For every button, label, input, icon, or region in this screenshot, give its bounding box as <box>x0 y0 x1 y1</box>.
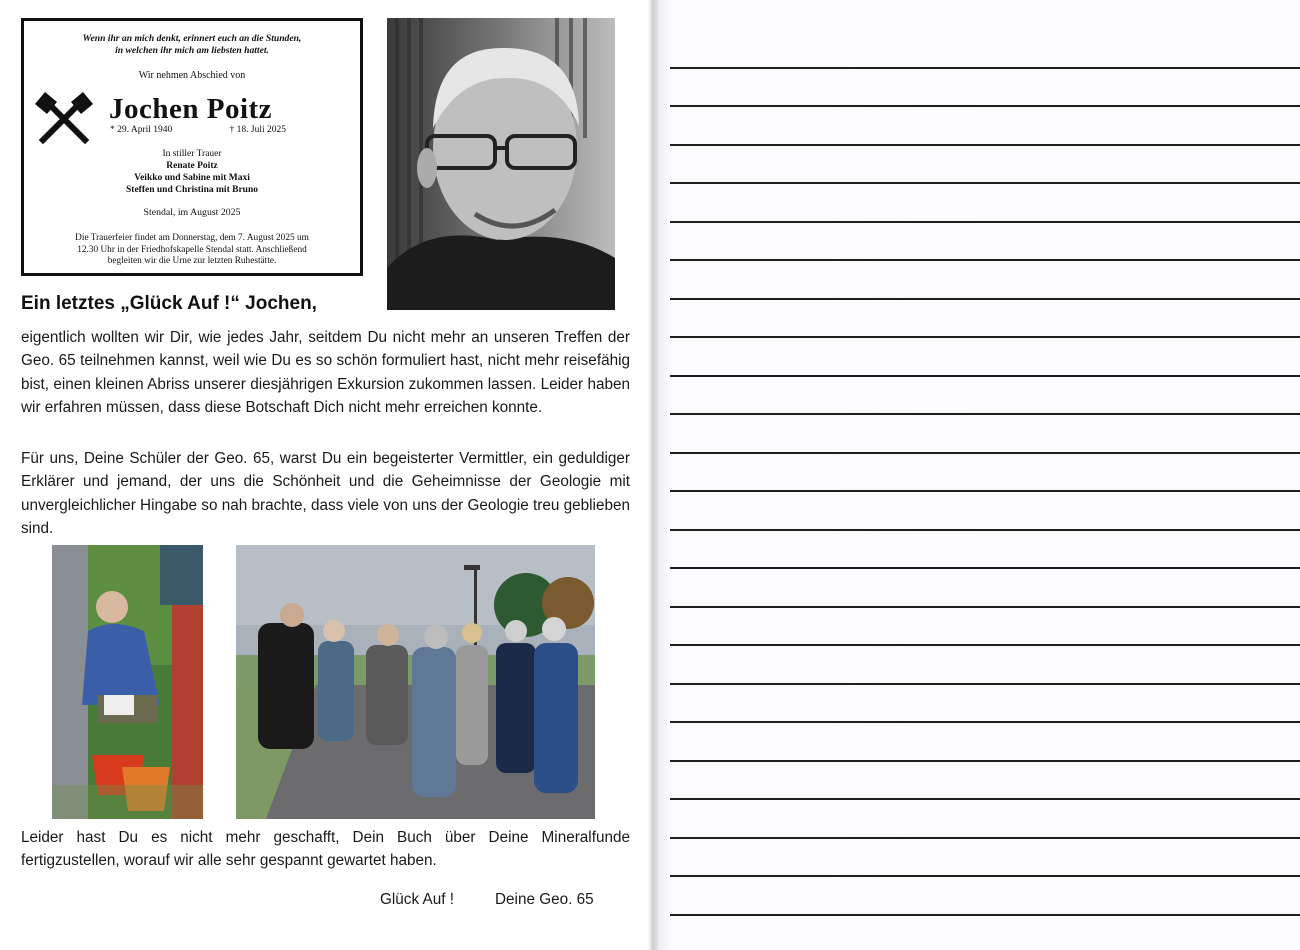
notice-quote-line-2: in welchen ihr mich am liebsten hattet. <box>115 44 269 56</box>
notice-quote-line-1: Wenn ihr an mich denkt, erinnert euch an die Stunden, <box>82 33 302 44</box>
page-gutter <box>648 0 658 950</box>
article-heading: Ein letztes „Glück Auf !“ Jochen, <box>21 293 317 314</box>
ruled-line <box>670 298 1300 300</box>
ruled-line <box>670 375 1300 377</box>
ruled-line <box>670 875 1300 877</box>
sign-greeting: Glück Auf ! <box>380 891 454 908</box>
crossed-hammers-icon <box>33 88 95 146</box>
mourner-3: Steffen und Christina mit Bruno <box>126 185 258 195</box>
place-date: Stendal, im August 2025 <box>143 207 241 218</box>
excursion-photo-group <box>236 545 595 819</box>
birth-date: * 29. April 1940 <box>110 125 173 135</box>
paragraph-3: Leider hast Du es nicht mehr geschafft, Dein Buch über Deine Mineralfunde fertigzustellen, worauf wir alle sehr gespannt gewartet haben. <box>21 829 630 870</box>
paragraph-1: eigentlich wollten wir Dir, wie jedes Jahr, seitdem Du nicht mehr an unseren Treffen der Geo. 65 teilnehmen kannst, weil wie Du es so schön formuliert hast, nicht mehr reisefähig bist, einen kleinen Abriss unserer diesjährigen Exkursion zukommen lassen. Leider haben wir erfahren müssen, dass diese Botschaft Dich nicht mehr erreichen konnte. <box>21 329 630 416</box>
notice-quote <box>24 33 360 56</box>
ruled-line <box>670 837 1300 839</box>
service-line-3: begleiten wir die Urne zur letzten Ruhestätte. <box>107 256 277 266</box>
mourners-block <box>24 148 360 196</box>
death-date: † 18. Juli 2025 <box>229 125 286 135</box>
service-line-2: 12.30 Uhr in der Friedhofskapelle Stendal statt. Anschließend <box>77 244 307 255</box>
ruled-line <box>670 221 1300 223</box>
ruled-line <box>670 683 1300 685</box>
ruled-line <box>670 452 1300 454</box>
excursion-photo-sitting <box>52 545 203 819</box>
sign-name: Deine Geo. 65 <box>495 891 594 908</box>
life-dates <box>110 125 286 135</box>
ruled-line <box>670 67 1300 69</box>
ruled-line <box>670 105 1300 107</box>
ruled-line <box>670 336 1300 338</box>
mourner-1: Renate Poitz <box>166 161 218 171</box>
service-line-1: Die Trauerfeier findet am Donnerstag, dem 7. August 2025 um <box>75 233 309 243</box>
deceased-name: Jochen Poitz <box>109 93 273 125</box>
ruled-line <box>670 798 1300 800</box>
obituary-notice <box>21 18 363 276</box>
ruled-line <box>670 182 1300 184</box>
mourner-2: Veikko und Sabine mit Maxi <box>134 173 250 183</box>
portrait-photo <box>387 18 615 310</box>
paragraph-2: Für uns, Deine Schüler der Geo. 65, warst Du ein begeisterter Vermittler, ein geduldiger Erklärer und jemand, der uns die Schönheit und die Geheimnisse der Geologie mit unvergleichlicher Hingabe so nah brachte, dass viele von uns der Geologie treu geblieben sind. <box>21 450 630 537</box>
mourning-intro: In stiller Trauer <box>162 149 222 159</box>
ruled-line <box>670 413 1300 415</box>
service-info <box>38 233 346 268</box>
ruled-line <box>670 490 1300 492</box>
right-page-ruled <box>652 0 1300 950</box>
ruled-line <box>670 644 1300 646</box>
ruled-line <box>670 721 1300 723</box>
ruled-line <box>670 529 1300 531</box>
ruled-line <box>670 567 1300 569</box>
ruled-line <box>670 606 1300 608</box>
ruled-line <box>670 760 1300 762</box>
ruled-line <box>670 144 1300 146</box>
notice-farewell: Wir nehmen Abschied von <box>138 70 246 81</box>
ruled-line <box>670 914 1300 916</box>
ruled-line <box>670 259 1300 261</box>
